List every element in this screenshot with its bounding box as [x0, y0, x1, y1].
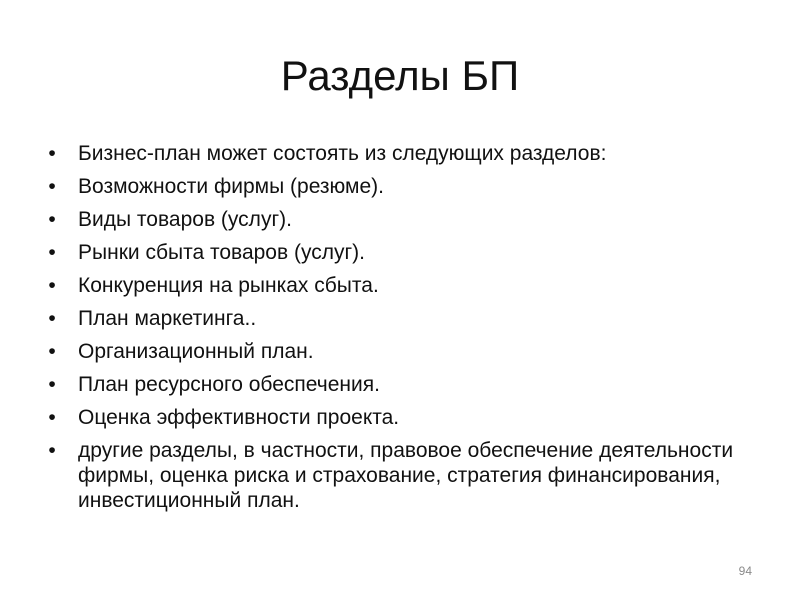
slide-title: Разделы БП [280, 52, 520, 99]
bullet-icon: • [48, 208, 56, 231]
bullet-text: Рынки сбыта товаров (услуг). [78, 241, 365, 264]
bullet-item [40, 141, 740, 166]
bullet-icon: • [48, 142, 56, 165]
bullet-icon: • [48, 406, 56, 429]
bullet-item [40, 273, 740, 298]
bullet-item [40, 174, 740, 199]
bullet-item [40, 306, 740, 331]
bullet-item [40, 240, 740, 265]
bullet-text: Возможности фирмы (резюме). [78, 175, 384, 198]
bullet-icon: • [48, 340, 56, 363]
bullet-icon: • [48, 241, 56, 264]
bullet-text: Виды товаров (услуг). [78, 208, 292, 231]
bullet-text: другие разделы, в частности, правовое обеспечение деятельности фирмы, оценка риска и страхование, стратегия финансирования, инвестиционный план. [78, 439, 734, 512]
bullet-item [40, 207, 740, 232]
bullet-text: Конкуренция на рынках сбыта. [78, 274, 379, 297]
bullet-list [40, 141, 740, 521]
bullet-text: План маркетинга.. [78, 307, 257, 330]
slide-number: 94 [738, 564, 752, 578]
bullet-icon: • [48, 274, 56, 297]
bullet-icon: • [48, 175, 56, 198]
bullet-text: План ресурсного обеспечения. [78, 373, 380, 396]
bullet-text: Бизнес-план может состоять из следующих разделов: [78, 142, 607, 165]
bullet-item [40, 339, 740, 364]
bullet-item [40, 372, 740, 397]
bullet-icon: • [48, 307, 56, 330]
bullet-text: Оценка эффективности проекта. [78, 406, 400, 429]
bullet-text: Организационный план. [78, 340, 314, 363]
bullet-item [40, 405, 740, 430]
bullet-icon: • [48, 439, 56, 462]
bullet-icon: • [48, 373, 56, 396]
bullet-item [40, 438, 740, 513]
